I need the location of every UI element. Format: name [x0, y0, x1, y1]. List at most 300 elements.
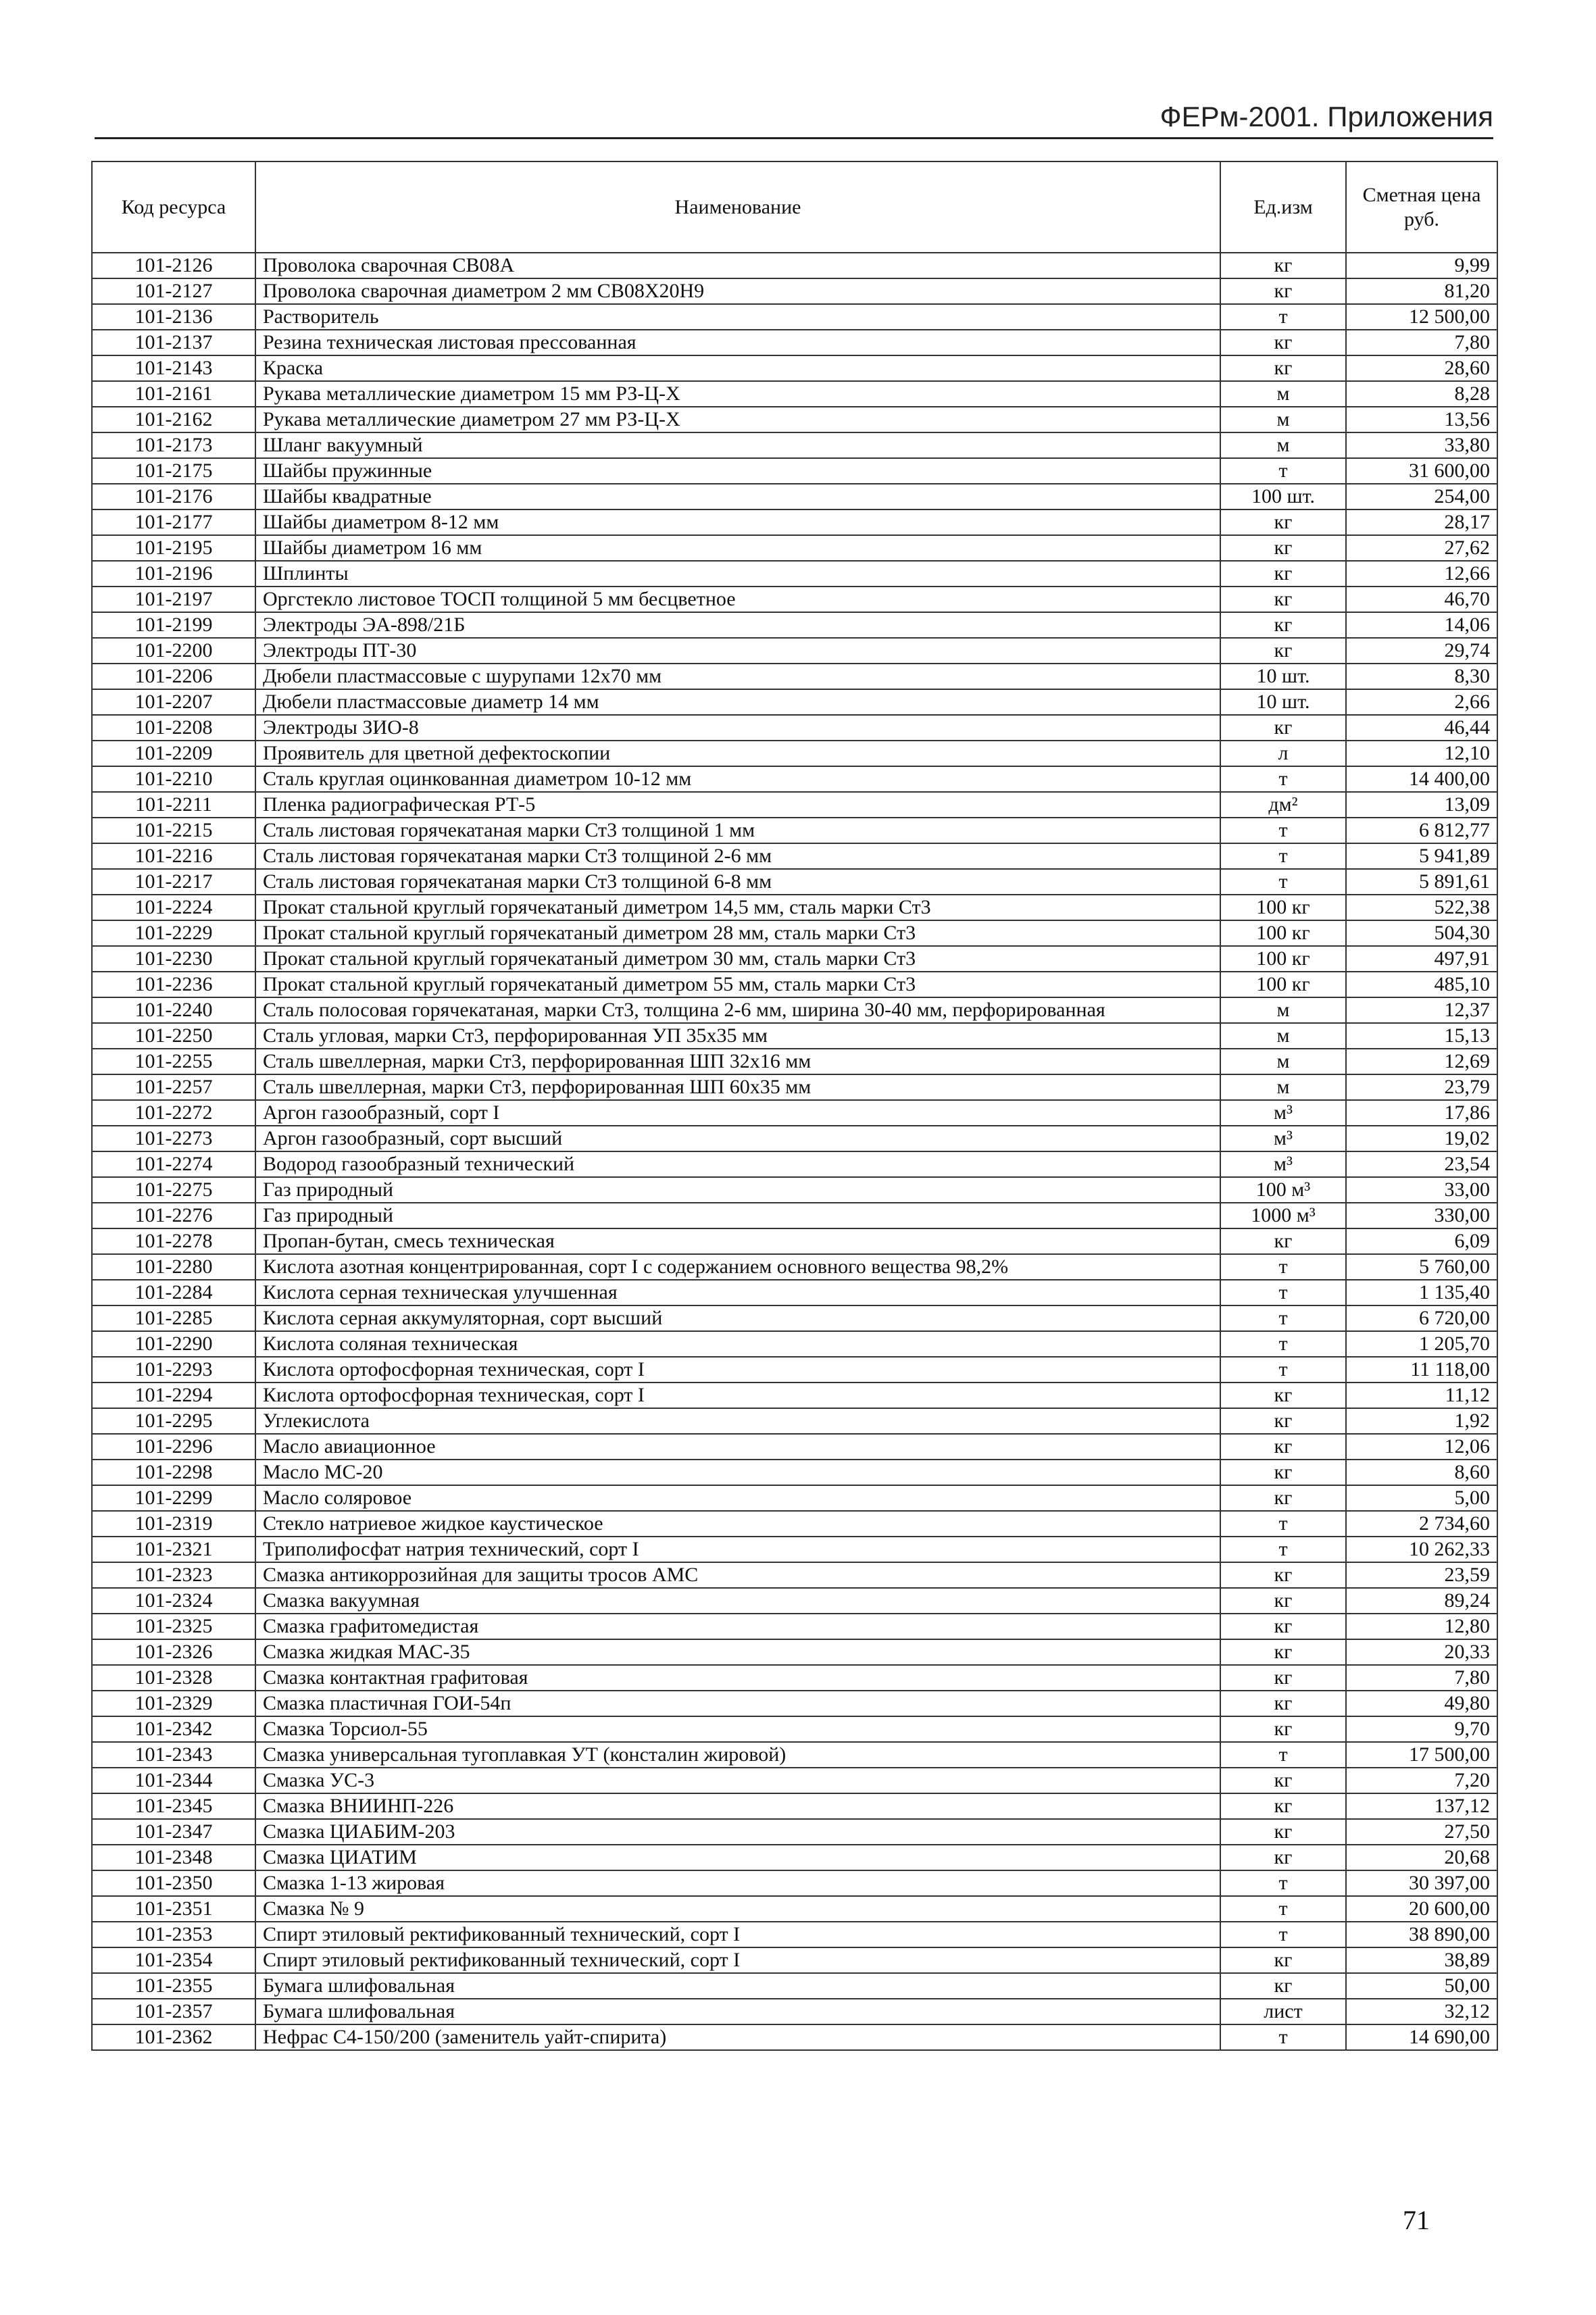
table-row	[92, 304, 1497, 330]
resource-name-cell: Смазка Торсиол-55	[255, 1716, 1220, 1742]
table-row	[92, 612, 1497, 638]
unit-cell: кг	[1220, 535, 1346, 561]
resource-code-cell: 101-2206	[92, 664, 255, 689]
resource-name-cell: Масло авиационное	[255, 1434, 1220, 1460]
resource-name-cell: Пропан-бутан, смесь техническая	[255, 1228, 1220, 1254]
table-row	[92, 1074, 1497, 1100]
unit-cell: м	[1220, 997, 1346, 1023]
price-cell: 29,74	[1346, 638, 1497, 664]
table-row	[92, 895, 1497, 920]
unit-cell: кг	[1220, 355, 1346, 381]
price-cell: 33,00	[1346, 1177, 1497, 1203]
table-row	[92, 1947, 1497, 1973]
resource-code-cell: 101-2278	[92, 1228, 255, 1254]
table-row	[92, 920, 1497, 946]
table-row	[92, 1049, 1497, 1074]
unit-cell: кг	[1220, 1845, 1346, 1870]
resource-name-cell: Сталь листовая горячекатаная марки Ст3 толщиной 2-6 мм	[255, 843, 1220, 869]
unit-cell: л	[1220, 741, 1346, 766]
unit-cell: кг	[1220, 1562, 1346, 1588]
resource-name-cell: Кислота ортофосфорная техническая, сорт I	[255, 1383, 1220, 1408]
price-cell: 12 500,00	[1346, 304, 1497, 330]
table-row	[92, 587, 1497, 612]
resource-name-cell: Электроды ПТ-30	[255, 638, 1220, 664]
price-cell: 8,28	[1346, 381, 1497, 407]
price-cell: 27,62	[1346, 535, 1497, 561]
price-cell: 137,12	[1346, 1793, 1497, 1819]
resource-code-cell: 101-2217	[92, 869, 255, 895]
unit-cell: т	[1220, 766, 1346, 792]
unit-cell: кг	[1220, 1485, 1346, 1511]
table-row	[92, 997, 1497, 1023]
resource-code-cell: 101-2323	[92, 1562, 255, 1588]
resource-code-cell: 101-2137	[92, 330, 255, 355]
table-row	[92, 1280, 1497, 1305]
price-cell: 15,13	[1346, 1023, 1497, 1049]
price-cell: 20,68	[1346, 1845, 1497, 1870]
price-cell: 5 760,00	[1346, 1254, 1497, 1280]
resource-name-cell: Смазка антикоррозийная для защиты тросов АМС	[255, 1562, 1220, 1588]
price-cell: 32,12	[1346, 1999, 1497, 2024]
resource-code-cell: 101-2126	[92, 253, 255, 278]
resource-name-cell: Водород газообразный технический	[255, 1151, 1220, 1177]
unit-cell: кг	[1220, 638, 1346, 664]
unit-cell: кг	[1220, 1588, 1346, 1614]
table-row	[92, 818, 1497, 843]
table-row	[92, 1768, 1497, 1793]
resource-name-cell: Сталь угловая, марки Ст3, перфорированная УП 35х35 мм	[255, 1023, 1220, 1049]
resource-code-cell: 101-2276	[92, 1203, 255, 1228]
resource-code-cell: 101-2211	[92, 792, 255, 818]
unit-cell: 10 шт.	[1220, 689, 1346, 715]
table-row	[92, 1614, 1497, 1639]
price-cell: 20 600,00	[1346, 1896, 1497, 1922]
resource-code-cell: 101-2197	[92, 587, 255, 612]
table-row	[92, 535, 1497, 561]
resource-code-cell: 101-2200	[92, 638, 255, 664]
resource-code-cell: 101-2355	[92, 1973, 255, 1999]
table-row	[92, 432, 1497, 458]
unit-cell: кг	[1220, 509, 1346, 535]
price-cell: 330,00	[1346, 1203, 1497, 1228]
resource-code-cell: 101-2342	[92, 1716, 255, 1742]
resource-code-cell: 101-2362	[92, 2024, 255, 2050]
resource-name-cell: Шайбы диаметром 8-12 мм	[255, 509, 1220, 535]
resource-name-cell: Кислота азотная концентрированная, сорт I с содержанием основного вещества 98,2%	[255, 1254, 1220, 1280]
resource-name-cell: Шланг вакуумный	[255, 432, 1220, 458]
resource-code-cell: 101-2343	[92, 1742, 255, 1768]
table-row	[92, 1896, 1497, 1922]
table-row	[92, 1665, 1497, 1691]
resource-code-cell: 101-2273	[92, 1126, 255, 1151]
table-row	[92, 381, 1497, 407]
table-row	[92, 1023, 1497, 1049]
price-cell: 5,00	[1346, 1485, 1497, 1511]
table-row	[92, 1485, 1497, 1511]
table-row	[92, 509, 1497, 535]
unit-cell: 100 шт.	[1220, 484, 1346, 509]
resource-name-cell: Кислота серная аккумуляторная, сорт высший	[255, 1305, 1220, 1331]
price-cell: 7,20	[1346, 1768, 1497, 1793]
table-row	[92, 1228, 1497, 1254]
unit-cell: т	[1220, 818, 1346, 843]
resource-code-cell: 101-2298	[92, 1460, 255, 1485]
resource-name-cell: Смазка ВНИИНП-226	[255, 1793, 1220, 1819]
unit-cell: кг	[1220, 1228, 1346, 1254]
resource-name-cell: Резина техническая листовая прессованная	[255, 330, 1220, 355]
unit-cell: лист	[1220, 1999, 1346, 2024]
resource-code-cell: 101-2319	[92, 1511, 255, 1537]
unit-cell: т	[1220, 1357, 1346, 1383]
resource-name-cell: Аргон газообразный, сорт высший	[255, 1126, 1220, 1151]
table-row	[92, 843, 1497, 869]
table-row	[92, 2024, 1497, 2050]
unit-cell: м³	[1220, 1126, 1346, 1151]
table-row	[92, 1203, 1497, 1228]
resource-name-cell: Смазка контактная графитовая	[255, 1665, 1220, 1691]
price-cell: 14,06	[1346, 612, 1497, 638]
resource-code-cell: 101-2325	[92, 1614, 255, 1639]
unit-cell: т	[1220, 1896, 1346, 1922]
price-cell: 46,70	[1346, 587, 1497, 612]
price-cell: 28,17	[1346, 509, 1497, 535]
resource-name-cell: Углекислота	[255, 1408, 1220, 1434]
resource-code-cell: 101-2344	[92, 1768, 255, 1793]
unit-cell: 100 кг	[1220, 946, 1346, 972]
resource-name-cell: Триполифосфат натрия технический, сорт I	[255, 1537, 1220, 1562]
column-header-price: Сметная цена руб.	[1346, 161, 1497, 253]
unit-cell: т	[1220, 1742, 1346, 1768]
resource-code-cell: 101-2284	[92, 1280, 255, 1305]
resource-code-cell: 101-2208	[92, 715, 255, 741]
resource-code-cell: 101-2351	[92, 1896, 255, 1922]
resource-name-cell: Сталь круглая оцинкованная диаметром 10-12 мм	[255, 766, 1220, 792]
price-cell: 6 720,00	[1346, 1305, 1497, 1331]
resource-code-cell: 101-2236	[92, 972, 255, 997]
price-cell: 11,12	[1346, 1383, 1497, 1408]
table-row	[92, 1383, 1497, 1408]
resource-code-cell: 101-2275	[92, 1177, 255, 1203]
resource-name-cell: Электроды ЗИО-8	[255, 715, 1220, 741]
resource-code-cell: 101-2329	[92, 1691, 255, 1716]
table-row	[92, 1922, 1497, 1947]
resource-code-cell: 101-2255	[92, 1049, 255, 1074]
price-cell: 89,24	[1346, 1588, 1497, 1614]
price-cell: 23,54	[1346, 1151, 1497, 1177]
price-cell: 30 397,00	[1346, 1870, 1497, 1896]
price-cell: 81,20	[1346, 278, 1497, 304]
resource-code-cell: 101-2280	[92, 1254, 255, 1280]
price-cell: 17,86	[1346, 1100, 1497, 1126]
unit-cell: т	[1220, 1254, 1346, 1280]
table-row	[92, 1691, 1497, 1716]
unit-cell: кг	[1220, 1383, 1346, 1408]
table-row	[92, 1742, 1497, 1768]
table-row	[92, 1870, 1497, 1896]
price-cell: 1,92	[1346, 1408, 1497, 1434]
table-row	[92, 1434, 1497, 1460]
price-cell: 38 890,00	[1346, 1922, 1497, 1947]
column-header-unit: Ед.изм	[1220, 161, 1346, 253]
table-row	[92, 1177, 1497, 1203]
price-cell: 254,00	[1346, 484, 1497, 509]
table-row	[92, 689, 1497, 715]
resource-code-cell: 101-2127	[92, 278, 255, 304]
resource-code-cell: 101-2176	[92, 484, 255, 509]
resource-name-cell: Смазка графитомедистая	[255, 1614, 1220, 1639]
unit-cell: кг	[1220, 587, 1346, 612]
table-row	[92, 1845, 1497, 1870]
table-row	[92, 972, 1497, 997]
price-cell: 485,10	[1346, 972, 1497, 997]
resource-name-cell: Спирт этиловый ректификованный технический, сорт I	[255, 1922, 1220, 1947]
price-cell: 20,33	[1346, 1639, 1497, 1665]
unit-cell: т	[1220, 843, 1346, 869]
resource-code-cell: 101-2143	[92, 355, 255, 381]
resource-code-cell: 101-2357	[92, 1999, 255, 2024]
table-row	[92, 458, 1497, 484]
resource-code-cell: 101-2296	[92, 1434, 255, 1460]
resource-name-cell: Смазка пластичная ГОИ-54п	[255, 1691, 1220, 1716]
price-cell: 14 400,00	[1346, 766, 1497, 792]
table-row	[92, 1562, 1497, 1588]
unit-cell: кг	[1220, 1973, 1346, 1999]
resource-name-cell: Прокат стальной круглый горячекатаный диметром 55 мм, сталь марки Ст3	[255, 972, 1220, 997]
unit-cell: м³	[1220, 1100, 1346, 1126]
price-cell: 12,10	[1346, 741, 1497, 766]
unit-cell: м	[1220, 1023, 1346, 1049]
resource-name-cell: Стекло натриевое жидкое каустическое	[255, 1511, 1220, 1537]
resource-code-cell: 101-2326	[92, 1639, 255, 1665]
unit-cell: т	[1220, 1331, 1346, 1357]
table-row	[92, 407, 1497, 432]
table-header-row	[92, 161, 1497, 253]
resource-name-cell: Пленка радиографическая РТ-5	[255, 792, 1220, 818]
price-cell: 6,09	[1346, 1228, 1497, 1254]
resource-code-cell: 101-2350	[92, 1870, 255, 1896]
price-cell: 5 891,61	[1346, 869, 1497, 895]
table-row	[92, 1100, 1497, 1126]
table-row	[92, 355, 1497, 381]
resource-name-cell: Растворитель	[255, 304, 1220, 330]
table-row	[92, 664, 1497, 689]
table-row	[92, 1357, 1497, 1383]
resource-name-cell: Смазка УС-3	[255, 1768, 1220, 1793]
price-cell: 23,59	[1346, 1562, 1497, 1588]
table-row	[92, 1305, 1497, 1331]
price-cell: 1 205,70	[1346, 1331, 1497, 1357]
resource-code-cell: 101-2348	[92, 1845, 255, 1870]
unit-cell: кг	[1220, 715, 1346, 741]
resource-name-cell: Бумага шлифовальная	[255, 1973, 1220, 1999]
price-cell: 504,30	[1346, 920, 1497, 946]
resource-name-cell: Смазка универсальная тугоплавкая УТ (консталин жировой)	[255, 1742, 1220, 1768]
table-row	[92, 792, 1497, 818]
unit-cell: кг	[1220, 1793, 1346, 1819]
resource-name-cell: Дюбели пластмассовые диаметр 14 мм	[255, 689, 1220, 715]
unit-cell: 100 кг	[1220, 920, 1346, 946]
resource-name-cell: Смазка № 9	[255, 1896, 1220, 1922]
price-cell: 23,79	[1346, 1074, 1497, 1100]
table-row	[92, 715, 1497, 741]
unit-cell: кг	[1220, 1716, 1346, 1742]
resource-code-cell: 101-2195	[92, 535, 255, 561]
table-row	[92, 1537, 1497, 1562]
table-body	[92, 253, 1497, 2050]
resource-name-cell: Проявитель для цветной дефектоскопии	[255, 741, 1220, 766]
unit-cell: т	[1220, 1870, 1346, 1896]
resource-code-cell: 101-2161	[92, 381, 255, 407]
resource-code-cell: 101-2207	[92, 689, 255, 715]
unit-cell: кг	[1220, 1665, 1346, 1691]
resource-name-cell: Прокат стальной круглый горячекатаный диметром 28 мм, сталь марки Ст3	[255, 920, 1220, 946]
table-row	[92, 1408, 1497, 1434]
resource-name-cell: Спирт этиловый ректификованный технический, сорт I	[255, 1947, 1220, 1973]
unit-cell: кг	[1220, 253, 1346, 278]
unit-cell: 10 шт.	[1220, 664, 1346, 689]
unit-cell: т	[1220, 304, 1346, 330]
unit-cell: кг	[1220, 278, 1346, 304]
unit-cell: м	[1220, 381, 1346, 407]
resource-name-cell: Шплинты	[255, 561, 1220, 587]
table-row	[92, 1716, 1497, 1742]
unit-cell: кг	[1220, 1639, 1346, 1665]
table-row	[92, 1511, 1497, 1537]
unit-cell: кг	[1220, 612, 1346, 638]
table-row	[92, 1126, 1497, 1151]
resource-code-cell: 101-2285	[92, 1305, 255, 1331]
price-cell: 46,44	[1346, 715, 1497, 741]
document-title: ФЕРм-2001. Приложения	[1159, 101, 1493, 132]
price-cell: 13,09	[1346, 792, 1497, 818]
unit-cell: кг	[1220, 561, 1346, 587]
price-cell: 2,66	[1346, 689, 1497, 715]
price-cell: 8,60	[1346, 1460, 1497, 1485]
price-cell: 19,02	[1346, 1126, 1497, 1151]
resource-code-cell: 101-2199	[92, 612, 255, 638]
table-row	[92, 1819, 1497, 1845]
table-row	[92, 1999, 1497, 2024]
table-row	[92, 1460, 1497, 1485]
resource-name-cell: Сталь полосовая горячекатаная, марки Ст3, толщина 2-6 мм, ширина 30-40 мм, перфорированная	[255, 997, 1220, 1023]
price-cell: 7,80	[1346, 330, 1497, 355]
resource-code-cell: 101-2354	[92, 1947, 255, 1973]
unit-cell: т	[1220, 1537, 1346, 1562]
resource-name-cell: Газ природный	[255, 1177, 1220, 1203]
page-number: 71	[1403, 2205, 1430, 2235]
table-row	[92, 1973, 1497, 1999]
resource-code-cell: 101-2257	[92, 1074, 255, 1100]
resource-name-cell: Смазка ЦИАБИМ-203	[255, 1819, 1220, 1845]
price-cell: 38,89	[1346, 1947, 1497, 1973]
resource-code-cell: 101-2250	[92, 1023, 255, 1049]
unit-cell: т	[1220, 1511, 1346, 1537]
unit-cell: т	[1220, 1280, 1346, 1305]
resource-name-cell: Смазка жидкая МАС-35	[255, 1639, 1220, 1665]
price-cell: 50,00	[1346, 1973, 1497, 1999]
resource-name-cell: Аргон газообразный, сорт I	[255, 1100, 1220, 1126]
resource-code-cell: 101-2299	[92, 1485, 255, 1511]
resource-code-cell: 101-2274	[92, 1151, 255, 1177]
unit-cell: т	[1220, 458, 1346, 484]
table-row	[92, 946, 1497, 972]
resource-name-cell: Оргстекло листовое ТОСП толщиной 5 мм бесцветное	[255, 587, 1220, 612]
resource-name-cell: Рукава металлические диаметром 15 мм РЗ-Ц-Х	[255, 381, 1220, 407]
table-row	[92, 869, 1497, 895]
price-cell: 31 600,00	[1346, 458, 1497, 484]
resource-code-cell: 101-2216	[92, 843, 255, 869]
resource-code-cell: 101-2196	[92, 561, 255, 587]
table-row	[92, 741, 1497, 766]
resource-name-cell: Сталь швеллерная, марки Ст3, перфорированная ШП 60х35 мм	[255, 1074, 1220, 1100]
price-cell: 497,91	[1346, 946, 1497, 972]
resource-name-cell: Шайбы пружинные	[255, 458, 1220, 484]
resource-price-table	[91, 161, 1498, 2051]
resource-code-cell: 101-2294	[92, 1383, 255, 1408]
price-cell: 28,60	[1346, 355, 1497, 381]
unit-cell: 100 м³	[1220, 1177, 1346, 1203]
price-cell: 12,80	[1346, 1614, 1497, 1639]
resource-name-cell: Сталь швеллерная, марки Ст3, перфорированная ШП 32х16 мм	[255, 1049, 1220, 1074]
resource-code-cell: 101-2347	[92, 1819, 255, 1845]
price-cell: 6 812,77	[1346, 818, 1497, 843]
unit-cell: м	[1220, 1049, 1346, 1074]
resource-code-cell: 101-2175	[92, 458, 255, 484]
resource-name-cell: Рукава металлические диаметром 27 мм РЗ-Ц-Х	[255, 407, 1220, 432]
resource-code-cell: 101-2173	[92, 432, 255, 458]
page-header	[95, 98, 1493, 139]
unit-cell: т	[1220, 1922, 1346, 1947]
resource-code-cell: 101-2177	[92, 509, 255, 535]
price-cell: 9,99	[1346, 253, 1497, 278]
price-cell: 5 941,89	[1346, 843, 1497, 869]
unit-cell: м	[1220, 1074, 1346, 1100]
resource-name-cell: Проволока сварочная диаметром 2 мм СВ08Х20Н9	[255, 278, 1220, 304]
price-cell: 8,30	[1346, 664, 1497, 689]
unit-cell: кг	[1220, 1460, 1346, 1485]
resource-name-cell: Шайбы диаметром 16 мм	[255, 535, 1220, 561]
table-row	[92, 638, 1497, 664]
unit-cell: т	[1220, 869, 1346, 895]
resource-code-cell: 101-2345	[92, 1793, 255, 1819]
table-row	[92, 1639, 1497, 1665]
resource-code-cell: 101-2353	[92, 1922, 255, 1947]
resource-name-cell: Кислота ортофосфорная техническая, сорт I	[255, 1357, 1220, 1383]
resource-name-cell: Проволока сварочная СВ08А	[255, 253, 1220, 278]
resource-name-cell: Прокат стальной круглый горячекатаный диметром 14,5 мм, сталь марки Ст3	[255, 895, 1220, 920]
resource-name-cell: Газ природный	[255, 1203, 1220, 1228]
column-header-code: Код ресурса	[92, 161, 255, 253]
price-cell: 12,06	[1346, 1434, 1497, 1460]
price-cell: 14 690,00	[1346, 2024, 1497, 2050]
resource-name-cell: Кислота серная техническая улучшенная	[255, 1280, 1220, 1305]
price-cell: 12,66	[1346, 561, 1497, 587]
resource-name-cell: Кислота соляная техническая	[255, 1331, 1220, 1357]
resource-code-cell: 101-2324	[92, 1588, 255, 1614]
resource-code-cell: 101-2162	[92, 407, 255, 432]
price-cell: 11 118,00	[1346, 1357, 1497, 1383]
resource-name-cell: Электроды ЭА-898/21Б	[255, 612, 1220, 638]
unit-cell: дм²	[1220, 792, 1346, 818]
resource-code-cell: 101-2295	[92, 1408, 255, 1434]
resource-name-cell: Смазка 1-13 жировая	[255, 1870, 1220, 1896]
resource-code-cell: 101-2290	[92, 1331, 255, 1357]
resource-name-cell: Нефрас С4-150/200 (заменитель уайт-спирита)	[255, 2024, 1220, 2050]
unit-cell: т	[1220, 1305, 1346, 1331]
unit-cell: м	[1220, 407, 1346, 432]
resource-code-cell: 101-2230	[92, 946, 255, 972]
resource-name-cell: Смазка ЦИАТИМ	[255, 1845, 1220, 1870]
